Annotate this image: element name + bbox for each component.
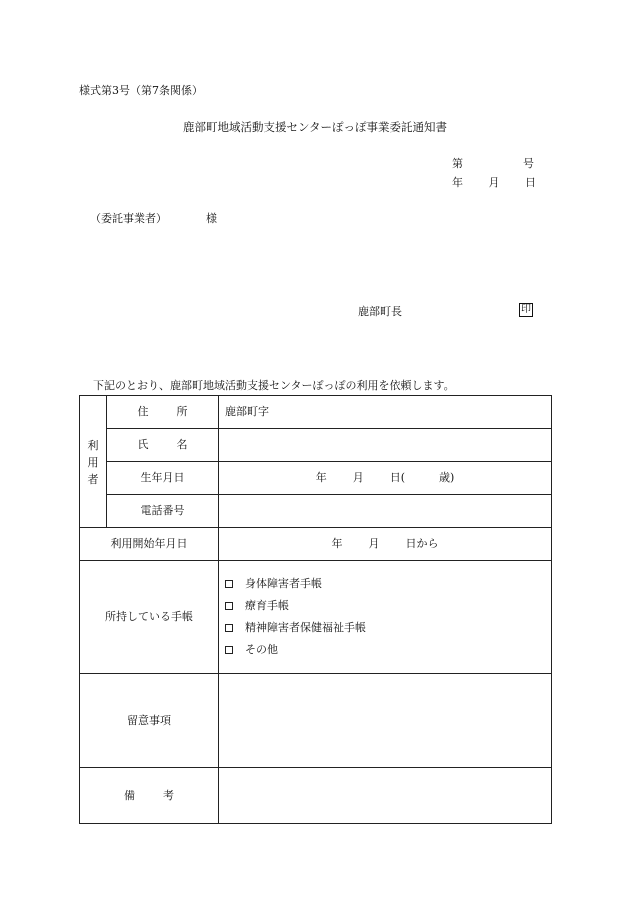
phone-label: 電話番号	[107, 495, 219, 528]
table-row-name	[80, 429, 552, 462]
table-row-birthdate	[80, 462, 552, 495]
date-year: 年	[452, 176, 463, 189]
birthdate-label: 生年月日	[107, 462, 219, 495]
notes-label: 留意事項	[80, 674, 219, 768]
handbook-option-mental-health[interactable]: 精神障害者保健福祉手帳	[225, 617, 551, 639]
issuer-title: 鹿部町長	[358, 305, 402, 318]
number-prefix: 第	[452, 157, 463, 170]
document-title: 鹿部町地域活動支援センターぽっぽ事業委託通知書	[182, 120, 448, 134]
seal-mark: 印	[521, 304, 531, 315]
table-row-address	[80, 396, 552, 429]
addressee-name: （委託事業者）	[90, 212, 167, 225]
request-table	[79, 395, 552, 824]
remarks-label: 備 考	[80, 768, 219, 824]
handbook-option-physical[interactable]: 身体障害者手帳	[225, 573, 551, 595]
start-date-value[interactable]: 年 月 日から	[219, 528, 552, 561]
table-row-handbooks	[80, 561, 552, 674]
document-date-line	[452, 177, 536, 188]
checkbox-icon[interactable]	[225, 602, 233, 610]
date-month: 月	[488, 176, 500, 189]
handbook-options	[219, 561, 552, 674]
handbook-option-other[interactable]: その他	[225, 639, 551, 661]
address-label: 住 所	[107, 396, 219, 429]
checkbox-icon[interactable]	[225, 624, 233, 632]
name-label: 氏 名	[107, 429, 219, 462]
handbook-label: 所持している手帳	[80, 561, 219, 674]
remarks-value[interactable]	[219, 768, 552, 824]
birthdate-value[interactable]: 年 月 日( 歳)	[219, 462, 552, 495]
document-number-line	[452, 158, 534, 169]
table-row-start-date	[80, 528, 552, 561]
phone-value[interactable]	[219, 495, 552, 528]
addressee-honorific: 様	[206, 212, 217, 225]
table-row-phone	[80, 495, 552, 528]
checkbox-icon[interactable]	[225, 646, 233, 654]
intro-text: 下記のとおり、鹿部町地域活動支援センターぽっぽの利用を依頼します。	[93, 379, 455, 392]
checkbox-icon[interactable]	[225, 580, 233, 588]
handbook-option-rehabilitation[interactable]: 療育手帳	[225, 595, 551, 617]
number-suffix: 号	[523, 157, 534, 170]
start-date-label: 利用開始年月日	[80, 528, 219, 561]
user-group-cell	[80, 396, 107, 528]
date-day: 日	[525, 176, 536, 189]
form-label: 様式第3号（第7条関係）	[79, 84, 203, 97]
table-row-notes	[80, 674, 552, 768]
user-group-label: 利 用 者	[87, 438, 99, 486]
name-value[interactable]	[219, 429, 552, 462]
notes-value[interactable]	[219, 674, 552, 768]
table-row-remarks	[80, 768, 552, 824]
handbook-checklist	[219, 573, 551, 661]
address-value[interactable]: 鹿部町字	[219, 396, 552, 429]
